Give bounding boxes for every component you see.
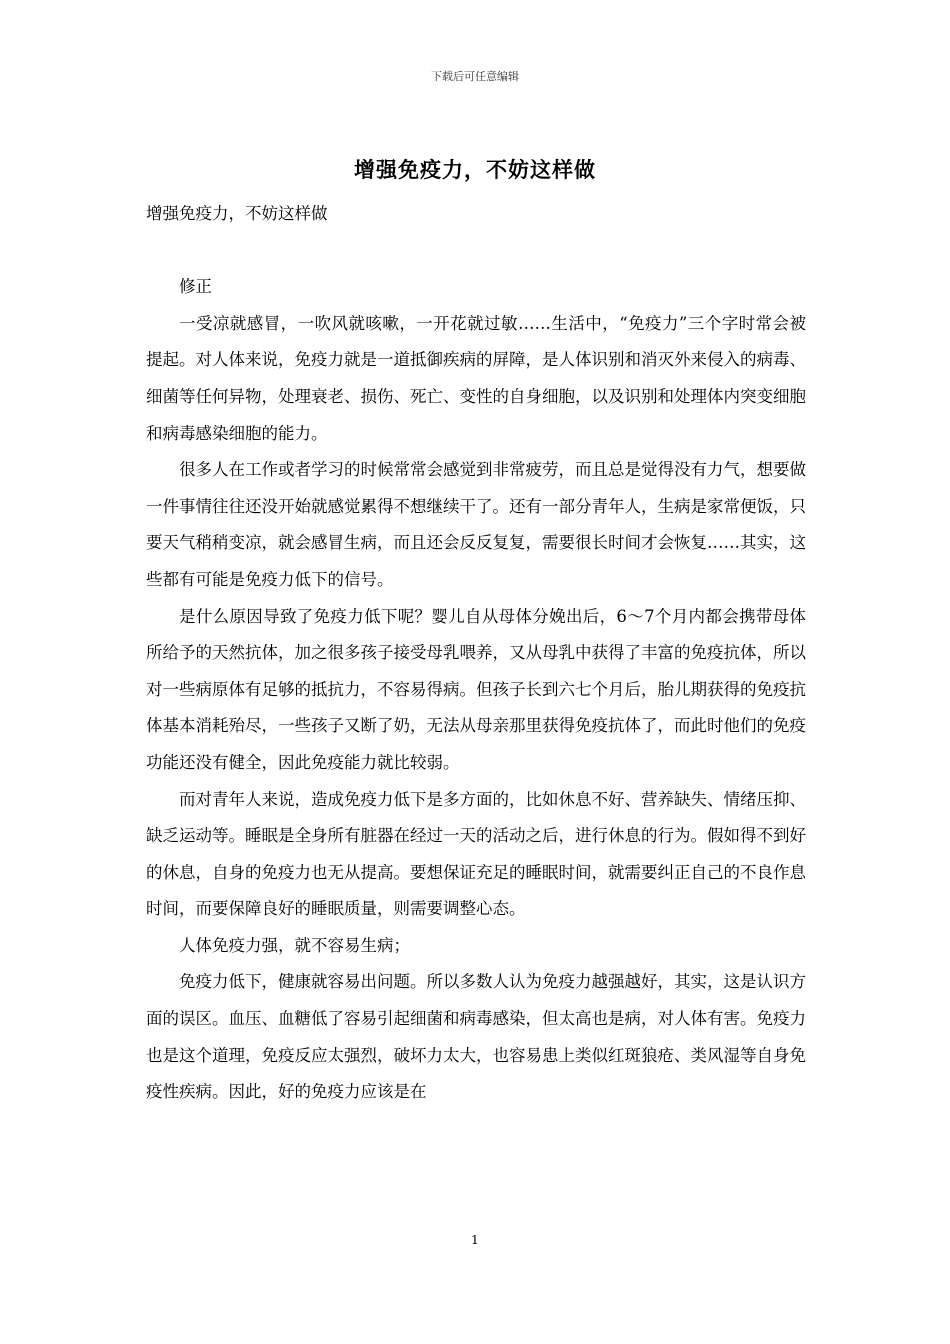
blank-line — [146, 233, 806, 270]
paragraph-author: 修正 — [179, 277, 212, 297]
page-number: 1 — [471, 1233, 479, 1247]
paragraph: 免疫力低下，健康就容易出问题。所以多数人认为免疫力越强越好，其实，这是认识方面的误区。血压、血糖低了容易引起细菌和病毒感染，但太高也是病，对人体有害。免疫力也是这个道理，免疫反应太强烈，破坏力太大，也容易患上类似红斑狼疮、类风湿等自身免疫性疾病。因此，好的免疫力应该是在 — [146, 972, 806, 1102]
header-note: 下载后可任意编辑 — [431, 70, 519, 83]
document-body — [146, 196, 806, 1111]
document-subtitle: 增强免疫力，不妨这样做 — [146, 204, 328, 223]
paragraph: 是什么原因导致了免疫力低下呢？婴儿自从母体分娩出后，6～7个月内都会携带母体所给予的天然抗体，加之很多孩子接受母乳喂养，又从母乳中获得了丰富的免疫抗体，所以对一些病原体有足够的抵抗力，不容易得病。但孩子长到六七个月后，胎儿期获得的免疫抗体基本消耗殆尽，一些孩子又断了奶，无法从母亲那里获得免疫抗体了，而此时他们的免疫功能还没有健全，因此免疫能力就比较弱。 — [146, 606, 806, 772]
paragraph: 一受凉就感冒，一吹风就咳嗽，一开花就过敏……生活中，“免疫力”三个字时常会被提起。对人体来说，免疫力就是一道抵御疾病的屏障，是人体识别和消灭外来侵入的病毒、细菌等任何异物，处理衰老、损伤、死亡、变性的自身细胞，以及识别和处理体内突变细胞和病毒感染细胞的能力。 — [146, 313, 806, 443]
paragraph: 很多人在工作或者学习的时候常常会感觉到非常疲劳，而且总是觉得没有力气，想要做一件事情往往还没开始就感觉累得不想继续干了。还有一部分青年人，生病是家常便饭，只要天气稍稍变凉，就会感冒生病，而且还会反反复复，需要很长时间才会恢复……其实，这些都有可能是免疫力低下的信号。 — [146, 460, 806, 589]
paragraph: 而对青年人来说，造成免疫力低下是多方面的，比如休息不好、营养缺失、情绪压抑、缺乏运动等。睡眠是全身所有脏器在经过一天的活动之后，进行休息的行为。假如得不到好的休息，自身的免疫力也无从提高。要想保证充足的睡眠时间，就需要纠正自己的不良作息时间，而要保障良好的睡眠质量，则需要调整心态。 — [146, 789, 806, 919]
paragraph: 人体免疫力强，就不容易生病； — [179, 935, 410, 955]
document-title: 增强免疫力，不妨这样做 — [354, 157, 596, 182]
